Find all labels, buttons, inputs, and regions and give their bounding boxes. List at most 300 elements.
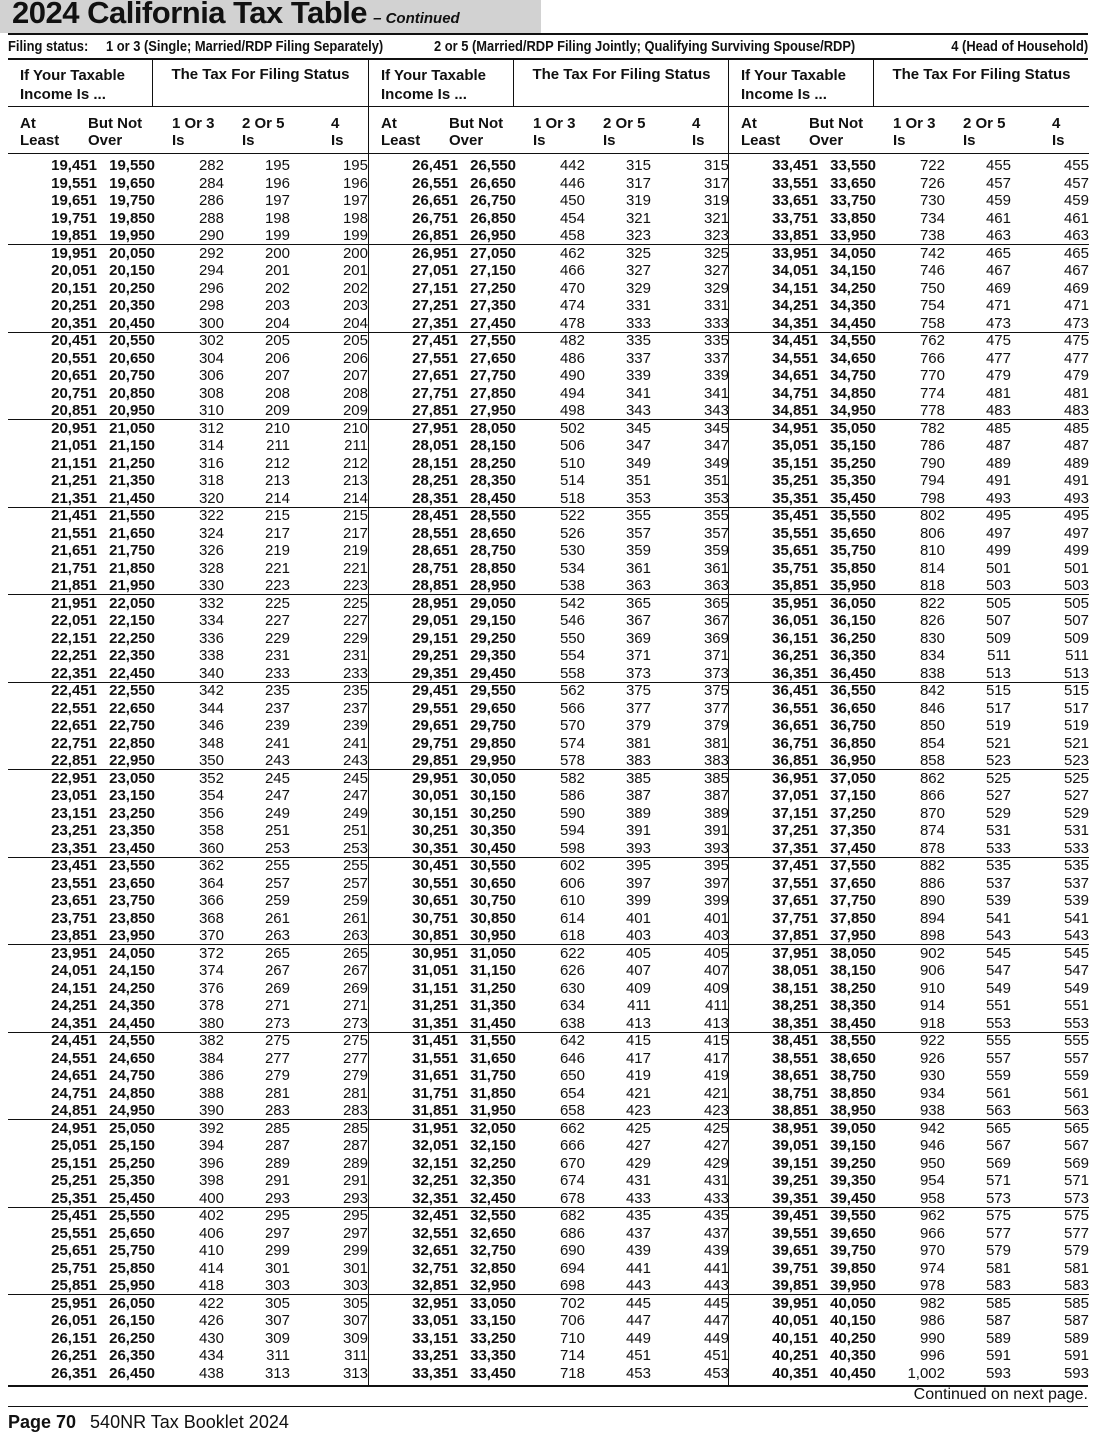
at-least-cell: 32,451 <box>412 1207 458 1224</box>
at-least-cell: 25,251 <box>51 1172 97 1189</box>
but-not-over-cell: 39,950 <box>830 1277 876 1294</box>
at-least-cell: 33,651 <box>772 192 818 209</box>
tax-2-or-5-cell: 451 <box>625 1347 651 1364</box>
tax-2-or-5-cell: 533 <box>985 839 1011 857</box>
tax-1-or-3-cell: 348 <box>198 734 224 752</box>
tax-4-cell: 551 <box>1063 997 1089 1014</box>
tax-1-or-3-cell: 362 <box>198 857 224 874</box>
tax-2-or-5-cell: 285 <box>264 1119 290 1137</box>
group-rule <box>8 769 368 770</box>
column-header-text: 4 <box>1052 115 1061 132</box>
tax-2-or-5-cell: 543 <box>985 927 1011 944</box>
tax-2-or-5-cell: 383 <box>625 752 651 769</box>
at-least-cell: 20,751 <box>51 384 97 402</box>
table-row <box>729 700 1089 718</box>
tax-4-cell: 573 <box>1063 1189 1089 1207</box>
at-least-cell: 29,951 <box>412 769 458 787</box>
but-not-over-cell: 23,850 <box>109 909 155 927</box>
tax-1-or-3-cell: 462 <box>559 244 585 262</box>
at-least-cell: 24,751 <box>51 1084 97 1102</box>
tax-4-cell: 561 <box>1063 1084 1089 1102</box>
tax-2-or-5-cell: 505 <box>985 594 1011 612</box>
tax-2-or-5-cell: 353 <box>625 489 651 507</box>
at-least-cell: 29,251 <box>412 647 458 664</box>
table-row <box>369 245 729 263</box>
table-row <box>369 525 729 543</box>
tax-4-cell: 565 <box>1063 1119 1089 1137</box>
tax-4-cell: 215 <box>342 507 368 524</box>
tax-4-cell: 391 <box>703 822 729 839</box>
tax-4-cell: 539 <box>1063 892 1089 909</box>
tax-4-cell: 389 <box>703 804 729 822</box>
but-not-over-cell: 33,850 <box>830 209 876 227</box>
but-not-over-cell: 30,250 <box>470 804 516 822</box>
tax-4-cell: 219 <box>342 542 368 559</box>
table-row <box>729 262 1089 280</box>
tax-2-or-5-cell: 569 <box>985 1154 1011 1172</box>
tax-2-or-5-cell: 327 <box>625 262 651 279</box>
table-row <box>729 1015 1089 1033</box>
tax-2-or-5-cell: 293 <box>264 1189 290 1207</box>
at-least-cell: 38,451 <box>772 1032 818 1049</box>
tax-1-or-3-cell: 374 <box>198 962 224 979</box>
at-least-cell: 30,551 <box>412 874 458 892</box>
table-row <box>369 1172 729 1190</box>
but-not-over-cell: 36,550 <box>830 682 876 699</box>
table-row <box>729 840 1089 858</box>
at-least-cell: 38,551 <box>772 1049 818 1067</box>
but-not-over-cell: 20,750 <box>109 367 155 384</box>
tax-1-or-3-cell: 774 <box>919 384 945 402</box>
tax-4-cell: 421 <box>703 1084 729 1102</box>
tax-1-or-3-cell: 646 <box>559 1049 585 1067</box>
but-not-over-cell: 39,350 <box>830 1172 876 1189</box>
tax-1-or-3-cell: 296 <box>198 279 224 297</box>
tax-1-or-3-cell: 450 <box>559 192 585 209</box>
tax-2-or-5-cell: 289 <box>264 1154 290 1172</box>
table-panel <box>368 60 729 1385</box>
tax-4-cell: 205 <box>342 332 368 349</box>
table-row <box>369 962 729 980</box>
but-not-over-cell: 29,350 <box>470 647 516 664</box>
table-row <box>369 1277 729 1295</box>
tax-2-or-5-cell: 439 <box>625 1242 651 1259</box>
tax-2-or-5-cell: 321 <box>625 209 651 227</box>
tax-4-cell: 467 <box>1063 262 1089 279</box>
tax-4-cell: 513 <box>1063 664 1089 682</box>
tax-1-or-3-cell: 478 <box>559 314 585 332</box>
at-least-cell: 28,251 <box>412 472 458 489</box>
at-least-cell: 37,451 <box>772 857 818 874</box>
tax-2-or-5-cell: 197 <box>264 192 290 209</box>
table-row <box>8 542 368 560</box>
but-not-over-cell: 31,150 <box>470 962 516 979</box>
tax-4-cell: 309 <box>342 1329 368 1347</box>
table-row <box>729 297 1089 315</box>
column-header-text: But Not <box>449 115 504 132</box>
table-row <box>8 1067 368 1085</box>
group-rule <box>369 594 729 595</box>
tax-2-or-5-cell: 493 <box>985 489 1011 507</box>
table-row <box>729 280 1089 298</box>
but-not-over-cell: 27,350 <box>470 297 516 314</box>
tax-1-or-3-cell: 870 <box>919 804 945 822</box>
tax-2-or-5-cell: 257 <box>264 874 290 892</box>
table-row <box>8 1172 368 1190</box>
table-row <box>8 717 368 735</box>
at-least-cell: 39,851 <box>772 1277 818 1294</box>
but-not-over-cell: 34,450 <box>830 314 876 332</box>
at-least-cell: 26,651 <box>412 192 458 209</box>
tax-2-or-5-cell: 409 <box>625 979 651 997</box>
tax-1-or-3-cell: 498 <box>559 402 585 419</box>
but-not-over-cell: 30,950 <box>470 927 516 944</box>
at-least-cell: 30,651 <box>412 892 458 909</box>
but-not-over-cell: 27,650 <box>470 349 516 367</box>
tax-1-or-3-cell: 966 <box>919 1224 945 1242</box>
table-row <box>8 297 368 315</box>
tax-4-cell: 289 <box>342 1154 368 1172</box>
table-row <box>729 612 1089 630</box>
table-row <box>369 910 729 928</box>
tax-2-or-5-cell: 387 <box>625 787 651 804</box>
tax-1-or-3-cell: 326 <box>198 542 224 559</box>
tax-4-cell: 507 <box>1063 612 1089 629</box>
tax-1-or-3-cell: 926 <box>919 1049 945 1067</box>
table-row <box>729 717 1089 735</box>
group-rule <box>8 1119 368 1120</box>
table-row <box>729 1172 1089 1190</box>
tax-1-or-3-cell: 312 <box>198 419 224 437</box>
tax-2-or-5-cell: 575 <box>985 1207 1011 1224</box>
tax-4-cell: 291 <box>342 1172 368 1189</box>
table-row <box>729 630 1089 648</box>
table-panel <box>8 60 368 1385</box>
tax-2-or-5-cell: 391 <box>625 822 651 839</box>
tax-2-or-5-cell: 271 <box>264 997 290 1014</box>
table-row <box>729 980 1089 998</box>
tax-2-or-5-cell: 359 <box>625 542 651 559</box>
column-header-but-not-over <box>88 115 142 149</box>
table-row <box>729 997 1089 1015</box>
table-row <box>729 525 1089 543</box>
table-row <box>8 1085 368 1103</box>
at-least-cell: 21,751 <box>51 559 97 577</box>
tax-2-or-5-cell: 357 <box>625 524 651 542</box>
tax-4-cell: 517 <box>1063 699 1089 717</box>
tax-2-or-5-cell: 255 <box>264 857 290 874</box>
tax-2-or-5-cell: 477 <box>985 349 1011 367</box>
table-row <box>369 1260 729 1278</box>
tax-2-or-5-cell: 483 <box>985 402 1011 419</box>
at-least-cell: 25,051 <box>51 1137 97 1154</box>
table-row <box>8 157 368 175</box>
but-not-over-cell: 36,150 <box>830 612 876 629</box>
at-least-cell: 30,251 <box>412 822 458 839</box>
tax-1-or-3-cell: 354 <box>198 787 224 804</box>
tax-4-cell: 443 <box>703 1277 729 1294</box>
tax-4-cell: 295 <box>342 1207 368 1224</box>
tax-2-or-5-cell: 511 <box>987 647 1011 664</box>
tax-1-or-3-cell: 594 <box>559 822 585 839</box>
tax-2-or-5-cell: 281 <box>264 1084 290 1102</box>
tax-2-or-5-cell: 212 <box>264 454 290 472</box>
tax-4-cell: 547 <box>1063 962 1089 979</box>
but-not-over-cell: 28,850 <box>470 559 516 577</box>
tax-4-cell: 563 <box>1063 1102 1089 1119</box>
table-row <box>8 980 368 998</box>
table-row <box>369 1207 729 1225</box>
tax-2-or-5-cell: 323 <box>625 227 651 244</box>
tax-4-cell: 433 <box>703 1189 729 1207</box>
column-header-text: Is <box>692 132 705 149</box>
table-row <box>729 245 1089 263</box>
but-not-over-cell: 26,850 <box>470 209 516 227</box>
at-least-cell: 23,651 <box>51 892 97 909</box>
tax-1-or-3-cell: 658 <box>559 1102 585 1119</box>
tax-4-cell: 287 <box>342 1137 368 1154</box>
table-row <box>729 735 1089 753</box>
but-not-over-cell: 20,050 <box>109 244 155 262</box>
tax-2-or-5-cell: 213 <box>264 472 290 489</box>
table-row <box>369 805 729 823</box>
column-header-text: Is <box>331 132 344 149</box>
group-rule <box>8 1294 368 1295</box>
tax-1-or-3-cell: 862 <box>919 769 945 787</box>
tax-2-or-5-cell: 589 <box>985 1329 1011 1347</box>
but-not-over-cell: 19,750 <box>109 192 155 209</box>
column-header-text: At <box>381 115 397 132</box>
but-not-over-cell: 21,450 <box>109 489 155 507</box>
but-not-over-cell: 27,150 <box>470 262 516 279</box>
but-not-over-cell: 21,850 <box>109 559 155 577</box>
tax-2-or-5-cell: 501 <box>985 559 1011 577</box>
but-not-over-cell: 35,350 <box>830 472 876 489</box>
column-header-text: Is <box>242 132 255 149</box>
tax-1-or-3-cell: 762 <box>919 332 945 349</box>
tax-1-or-3-cell: 418 <box>198 1277 224 1294</box>
tax-1-or-3-cell: 364 <box>198 874 224 892</box>
table-row <box>8 1225 368 1243</box>
but-not-over-cell: 26,050 <box>109 1294 155 1312</box>
but-not-over-cell: 22,850 <box>109 734 155 752</box>
tax-2-or-5-cell: 243 <box>264 752 290 769</box>
group-rule <box>729 332 1089 333</box>
at-least-cell: 23,451 <box>51 857 97 874</box>
tax-4-cell: 439 <box>703 1242 729 1259</box>
tax-1-or-3-cell: 614 <box>559 909 585 927</box>
column-header-col2 <box>963 115 1006 149</box>
but-not-over-cell: 20,450 <box>109 314 155 332</box>
column-headers <box>729 107 1089 154</box>
tax-2-or-5-cell: 239 <box>264 717 290 734</box>
at-least-cell: 27,851 <box>412 402 458 419</box>
at-least-cell: 33,451 <box>772 157 818 174</box>
table-row <box>369 1295 729 1313</box>
tax-4-cell: 251 <box>342 822 368 839</box>
tax-4-cell: 401 <box>703 909 729 927</box>
but-not-over-cell: 33,650 <box>830 174 876 192</box>
but-not-over-cell: 28,950 <box>470 577 516 594</box>
tax-4-cell: 521 <box>1063 734 1089 752</box>
but-not-over-cell: 38,550 <box>830 1032 876 1049</box>
group-rule <box>8 594 368 595</box>
tax-4-cell: 411 <box>705 997 729 1014</box>
table-row <box>8 437 368 455</box>
at-least-cell: 21,351 <box>51 489 97 507</box>
tax-4-cell: 239 <box>342 717 368 734</box>
tax-4-cell: 543 <box>1063 927 1089 944</box>
but-not-over-cell: 28,550 <box>470 507 516 524</box>
but-not-over-cell: 23,050 <box>109 769 155 787</box>
tax-1-or-3-cell: 350 <box>198 752 224 769</box>
but-not-over-cell: 21,950 <box>109 577 155 594</box>
tax-2-or-5-cell: 249 <box>264 804 290 822</box>
table-row <box>369 945 729 963</box>
table-row <box>369 1225 729 1243</box>
at-least-cell: 36,451 <box>772 682 818 699</box>
at-least-cell: 31,451 <box>412 1032 458 1049</box>
at-least-cell: 35,951 <box>772 594 818 612</box>
at-least-cell: 36,851 <box>772 752 818 769</box>
column-header-at-least <box>381 115 420 149</box>
tax-2-or-5-cell: 441 <box>625 1259 651 1277</box>
at-least-cell: 34,951 <box>772 419 818 437</box>
tax-1-or-3-cell: 398 <box>198 1172 224 1189</box>
table-row <box>369 420 729 438</box>
at-least-cell: 32,551 <box>412 1224 458 1242</box>
tax-2-or-5-cell: 319 <box>625 192 651 209</box>
tax-1-or-3-cell: 402 <box>198 1207 224 1224</box>
table-row <box>8 525 368 543</box>
tax-2-or-5-cell: 487 <box>985 437 1011 454</box>
column-header-col1 <box>893 115 936 149</box>
title-continued: – Continued <box>373 10 460 27</box>
group-rule <box>369 1207 729 1208</box>
tax-4-cell: 333 <box>703 314 729 332</box>
at-least-cell: 38,751 <box>772 1084 818 1102</box>
tax-2-or-5-cell: 565 <box>985 1119 1011 1137</box>
column-header-text: Is <box>893 132 906 149</box>
at-least-cell: 37,551 <box>772 874 818 892</box>
column-header-text: Is <box>963 132 976 149</box>
table-row <box>8 595 368 613</box>
but-not-over-cell: 26,450 <box>109 1364 155 1382</box>
column-header-col3 <box>692 115 705 149</box>
but-not-over-cell: 33,950 <box>830 227 876 244</box>
but-not-over-cell: 20,250 <box>109 279 155 297</box>
table-row <box>729 910 1089 928</box>
tax-1-or-3-cell: 598 <box>559 839 585 857</box>
at-least-cell: 36,151 <box>772 629 818 647</box>
tax-4-cell: 208 <box>342 384 368 402</box>
tax-4-cell: 491 <box>1063 472 1089 489</box>
tax-2-or-5-cell: 219 <box>264 542 290 559</box>
table-row <box>8 927 368 945</box>
tax-4-cell: 541 <box>1063 909 1089 927</box>
at-least-cell: 26,151 <box>51 1329 97 1347</box>
tax-4-cell: 477 <box>1063 349 1089 367</box>
filing-status-2-5: 2 or 5 (Married/RDP Filing Jointly; Qualifying Surviving Spouse/RDP) <box>433 38 856 55</box>
tax-2-or-5-cell: 427 <box>625 1137 651 1154</box>
group-rule <box>369 944 729 945</box>
tax-2-or-5-cell: 435 <box>625 1207 651 1224</box>
but-not-over-cell: 25,150 <box>109 1137 155 1154</box>
tax-1-or-3-cell: 930 <box>919 1067 945 1084</box>
table-row <box>369 455 729 473</box>
tax-2-or-5-cell: 237 <box>264 699 290 717</box>
group-rule <box>8 419 368 420</box>
but-not-over-cell: 40,150 <box>830 1312 876 1329</box>
table-row <box>369 350 729 368</box>
at-least-cell: 33,251 <box>412 1347 458 1364</box>
tax-2-or-5-cell: 223 <box>264 577 290 594</box>
tax-1-or-3-cell: 470 <box>559 279 585 297</box>
tax-1-or-3-cell: 642 <box>559 1032 585 1049</box>
tax-4-cell: 381 <box>703 734 729 752</box>
tax-2-or-5-cell: 301 <box>264 1259 290 1277</box>
tax-1-or-3-cell: 650 <box>559 1067 585 1084</box>
table-row <box>729 1260 1089 1278</box>
but-not-over-cell: 37,250 <box>830 804 876 822</box>
table-row <box>8 1102 368 1120</box>
tax-4-cell: 415 <box>703 1032 729 1049</box>
filing-status-1-3: 1 or 3 (Single; Married/RDP Filing Separately) <box>106 38 384 55</box>
table-row <box>369 507 729 525</box>
table-row <box>369 1032 729 1050</box>
tax-2-or-5-cell: 265 <box>264 944 290 962</box>
at-least-cell: 35,851 <box>772 577 818 594</box>
tax-2-or-5-cell: 471 <box>985 297 1011 314</box>
tax-4-cell: 457 <box>1063 174 1089 192</box>
tax-4-cell: 455 <box>1063 157 1089 174</box>
tax-4-cell: 229 <box>342 629 368 647</box>
tax-1-or-3-cell: 558 <box>559 664 585 682</box>
at-least-cell: 28,351 <box>412 489 458 507</box>
tax-4-cell: 523 <box>1063 752 1089 769</box>
table-row <box>8 245 368 263</box>
income-header: If Your Taxable Income Is ... <box>741 67 847 103</box>
tax-2-or-5-cell: 375 <box>625 682 651 699</box>
at-least-cell: 39,651 <box>772 1242 818 1259</box>
group-rule <box>729 682 1089 683</box>
tax-4-cell: 593 <box>1063 1364 1089 1382</box>
tax-4-cell: 591 <box>1063 1347 1089 1364</box>
at-least-cell: 34,451 <box>772 332 818 349</box>
but-not-over-cell: 29,150 <box>470 612 516 629</box>
at-least-cell: 33,951 <box>772 244 818 262</box>
at-least-cell: 37,151 <box>772 804 818 822</box>
tax-2-or-5-cell: 214 <box>264 489 290 507</box>
tax-1-or-3-cell: 854 <box>919 734 945 752</box>
table-row <box>8 945 368 963</box>
table-row <box>8 962 368 980</box>
at-least-cell: 19,751 <box>51 209 97 227</box>
tax-4-cell: 365 <box>703 594 729 612</box>
table-row <box>369 402 729 420</box>
tax-1-or-3-cell: 914 <box>919 997 945 1014</box>
tax-2-or-5-cell: 277 <box>264 1049 290 1067</box>
tax-1-or-3-cell: 726 <box>919 174 945 192</box>
tax-1-or-3-cell: 942 <box>919 1119 945 1137</box>
tax-2-or-5-cell: 331 <box>625 297 651 314</box>
tax-2-or-5-cell: 583 <box>985 1277 1011 1294</box>
tax-4-cell: 499 <box>1063 542 1089 559</box>
table-row <box>369 280 729 298</box>
tax-2-or-5-cell: 227 <box>264 612 290 629</box>
at-least-cell: 22,351 <box>51 664 97 682</box>
column-header-text: 4 <box>331 115 340 132</box>
